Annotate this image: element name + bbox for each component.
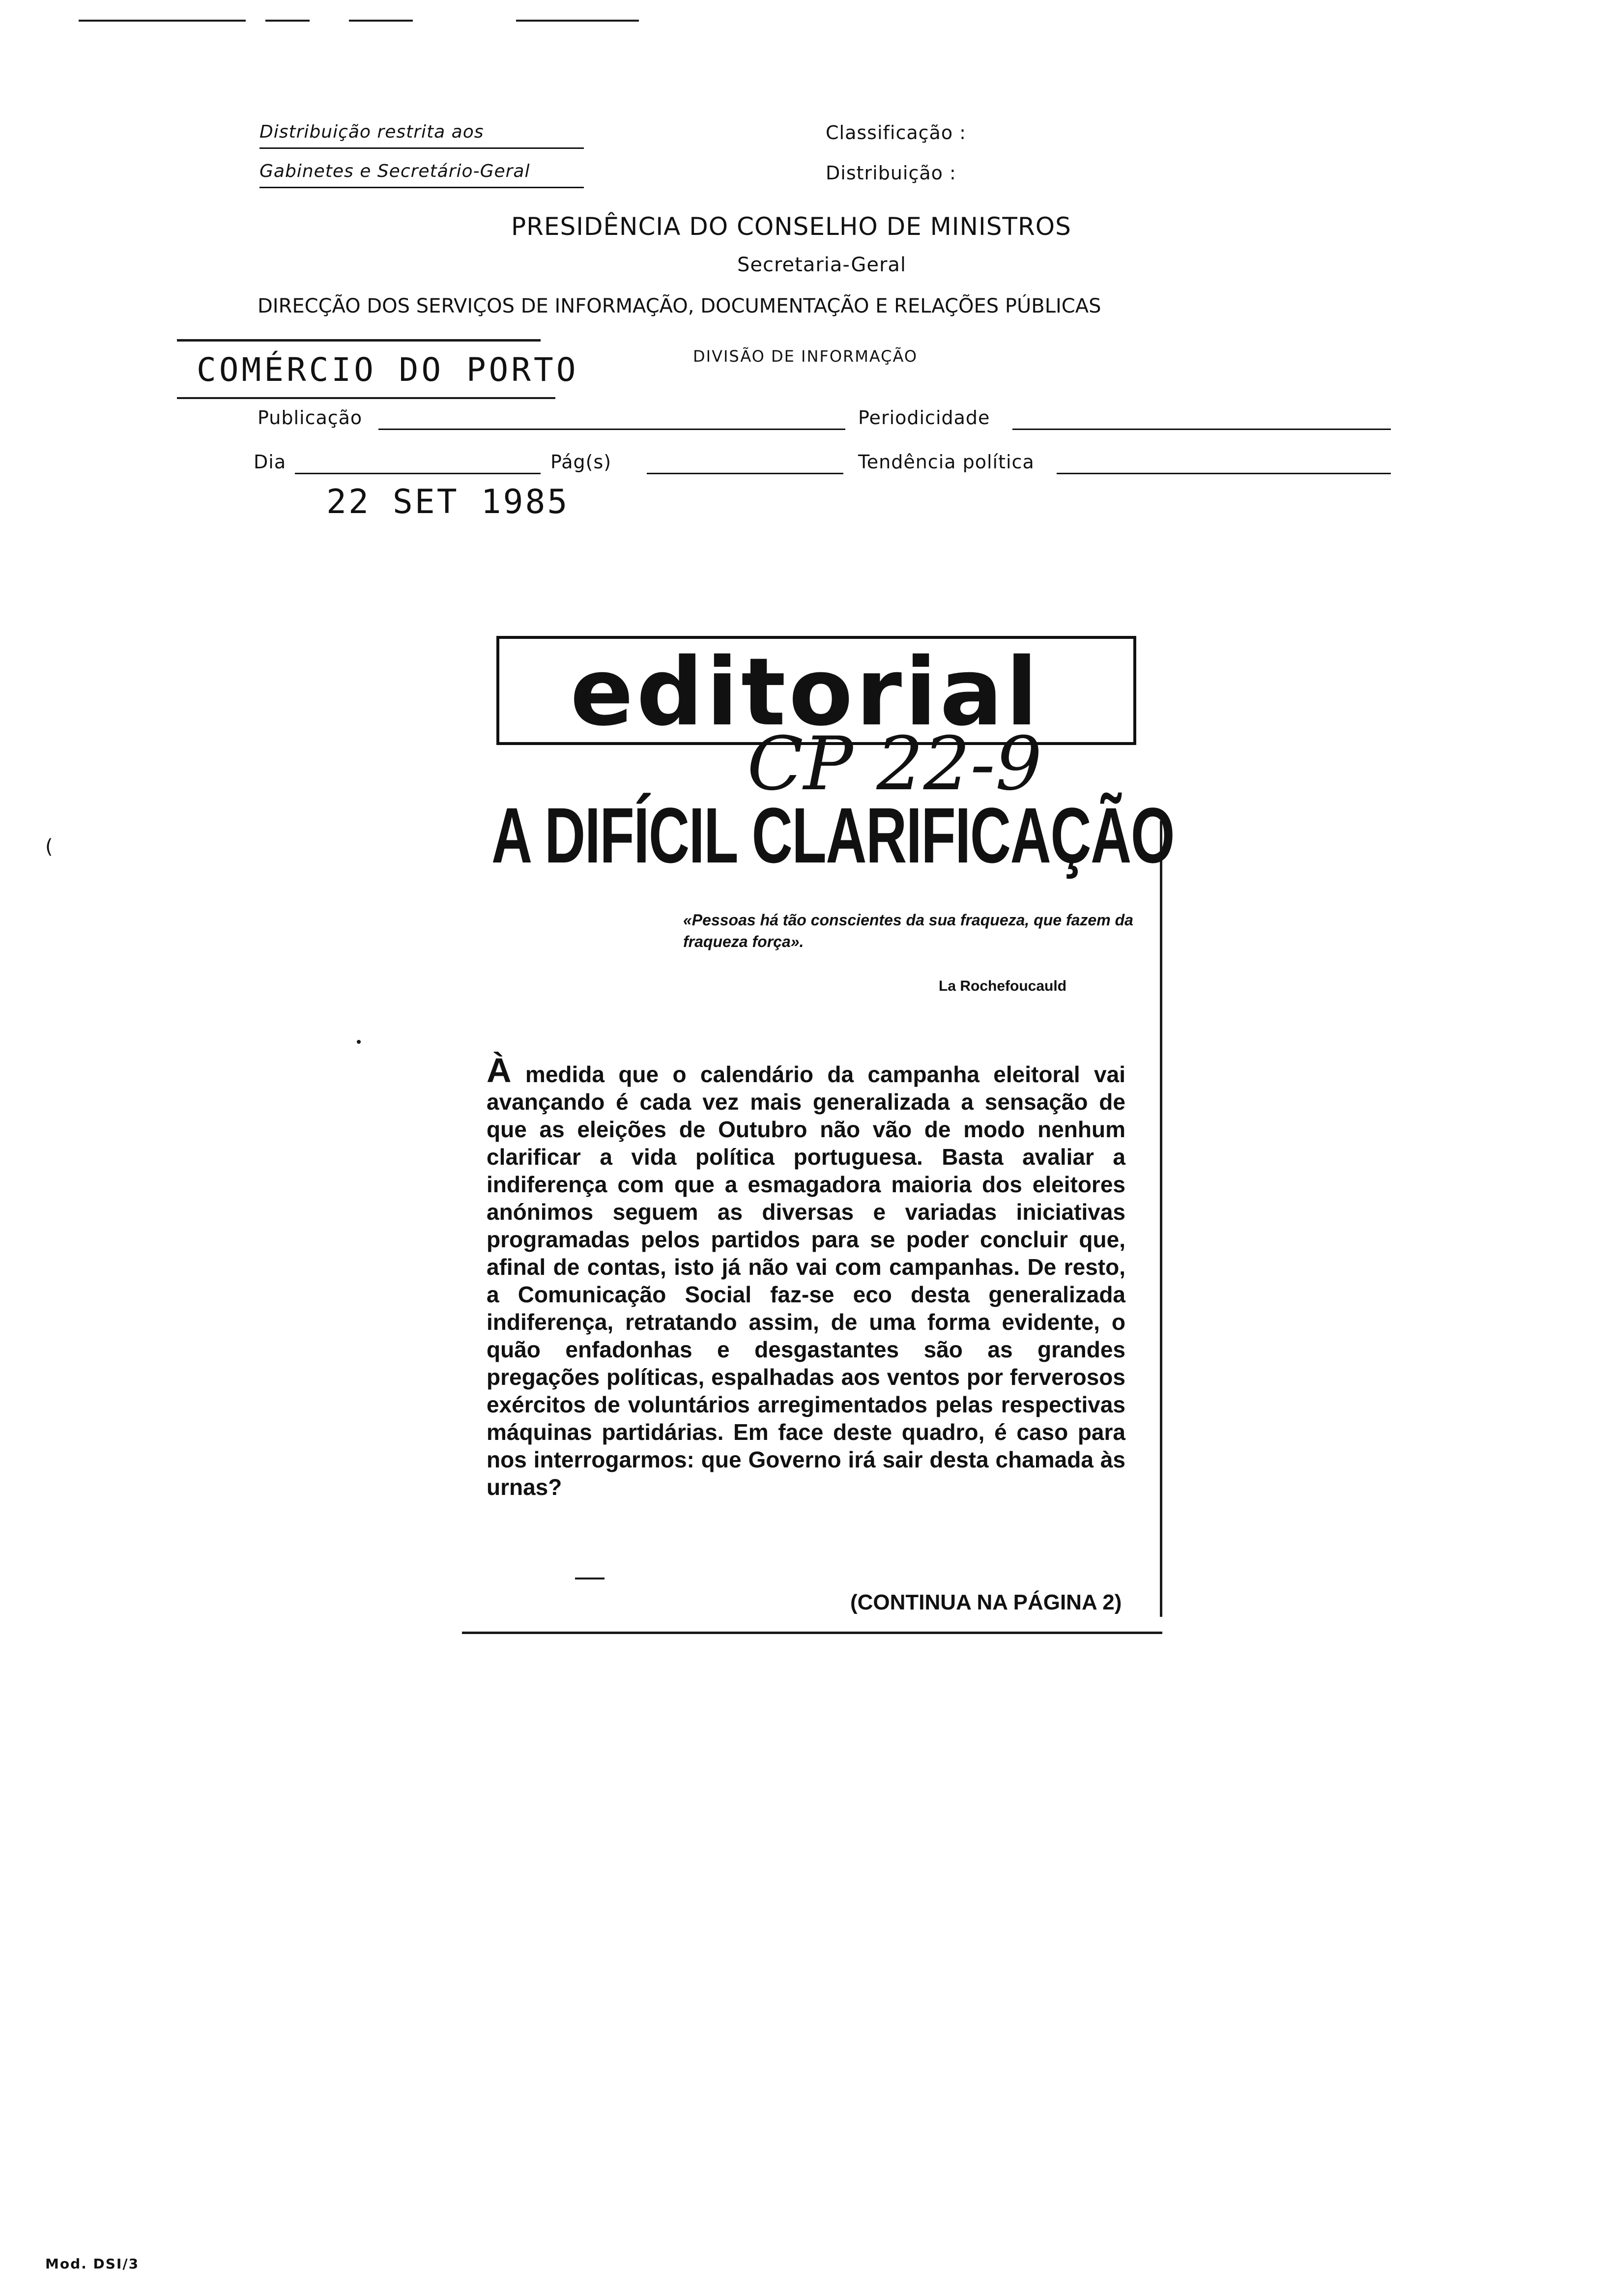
masthead-word: editorial [570,638,1041,746]
article-body-text: medida que o calendário da campanha eleitoral vai avançando é cada vez mais generalizada a sensação de que as eleições de Outubro não vão de modo nenhum clarificar a vida política portuguesa. Basta avaliar a indiferença com que a esmagadora maioria dos eleitores anónimos seguem as diversas e variadas iniciativas programadas pelos partidos para se poder concluir que, afinal de contas, isto já não vai com campanhas. De resto, a Comunicação Social faz-se eco desta generalizada indiferença, retratando assim, de uma forma evidente, o quão enfadonhas e desgastantes são as grandes pregações políticas, espalhadas aos ventos por ferverosos exércitos de voluntários arregimentados pelas respectivas máquinas partidárias. Em face deste quadro, é caso para nos interrogarmos: que Governo irá sair desta chamada às urnas? [487,1062,1125,1500]
publication-field-line [378,429,845,430]
scan-edge-mark [516,20,639,22]
pages-label: Pág(s) [550,451,612,473]
handwritten-annotation: CP 22-9 [747,721,1042,807]
stamp-top-rule [177,339,541,342]
scan-edge-mark [79,20,246,22]
institution-title: PRESIDÊNCIA DO CONSELHO DE MINISTROS [511,212,1071,241]
clipping-bottom-border [462,1632,1162,1634]
epigraph-author: La Rochefoucauld [939,978,1067,994]
article-body [487,1051,1125,1501]
newspaper-clipping [457,614,1180,1641]
day-field-line [295,473,541,474]
publication-label: Publicação [258,407,363,429]
form-code: Mod. DSI/3 [45,2256,140,2272]
epigraph-quote: «Pessoas há tão conscientes da sua fraqueza, que fazem da fraqueza força». [683,911,1133,950]
newspaper-stamp [177,339,579,403]
continuation-note: (CONTINUA NA PÁGINA 2) [850,1590,1122,1614]
headline: A DIFÍCIL CLARIFICAÇÃO [491,791,1175,879]
distribution-label: Distribuição : [826,162,956,184]
distribution-note-line1: Distribuição restrita aos [259,122,484,142]
day-label: Dia [254,451,287,473]
scan-edge-mark [349,20,413,22]
date-stamp: 22 SET 1985 [326,483,570,521]
stamp-text: COMÉRCIO DO PORTO [197,351,579,389]
scan-edge-mark [265,20,310,22]
directorate-line: DIRECÇÃO DOS SERVIÇOS DE INFORMAÇÃO, DOCUMENTAÇÃO E RELAÇÕES PÚBLICAS [258,295,1101,317]
margin-dot [357,1040,361,1044]
distribution-note-line2: Gabinetes e Secretário-Geral [259,161,530,181]
classification-label: Classificação : [826,122,966,144]
distribution-note-rule [259,187,584,188]
tendency-field-line [1057,473,1391,474]
periodicity-field-line [1012,429,1391,430]
distribution-note-rule [259,147,584,149]
margin-mark: ( [45,835,53,858]
article-dropcap: À [487,1051,512,1090]
continuation-dash [575,1578,604,1579]
periodicity-label: Periodicidade [858,407,990,429]
institution-subtitle: Secretaria-Geral [737,254,907,276]
tendency-label: Tendência política [858,451,1035,473]
clipping-right-border [1160,821,1162,1617]
stamp-bottom-rule [177,397,555,399]
pages-field-line [647,473,843,474]
division-label: DIVISÃO DE INFORMAÇÃO [693,347,918,366]
